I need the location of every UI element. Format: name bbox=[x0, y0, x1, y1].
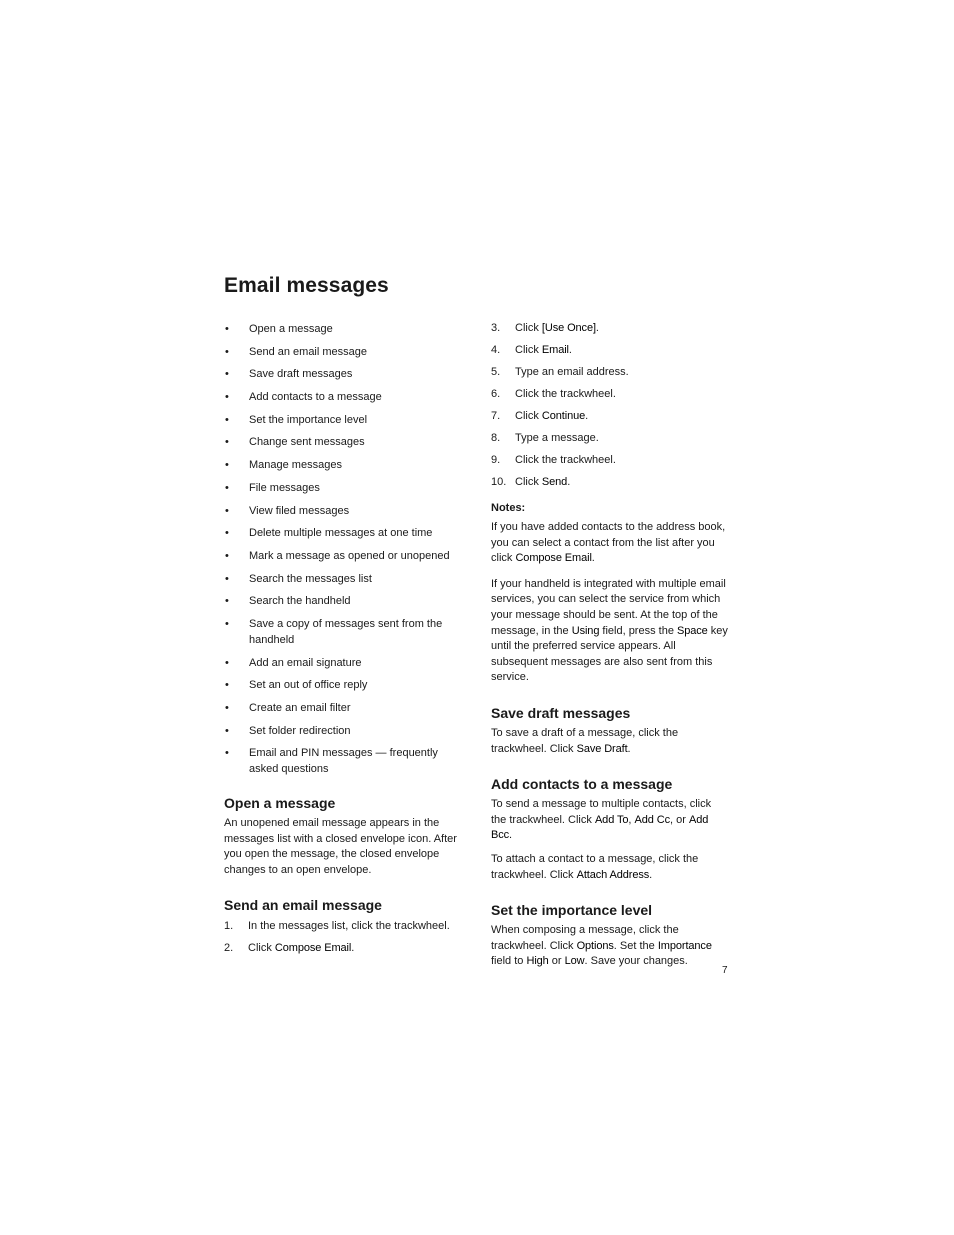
step-text: Click bbox=[515, 476, 542, 488]
notes-label: Notes: bbox=[491, 502, 526, 514]
bullet-icon: • bbox=[225, 391, 229, 404]
bullet-icon: • bbox=[225, 504, 229, 517]
topic-label: Add an email signature bbox=[249, 656, 362, 669]
page-title: Email messages bbox=[224, 274, 389, 297]
step-item bbox=[491, 474, 729, 490]
topic-list-item bbox=[224, 593, 462, 609]
ui-term-add-to: Add To bbox=[594, 813, 629, 826]
step-text: Click the trackwheel. bbox=[515, 454, 616, 466]
topic-list-item bbox=[224, 525, 462, 541]
save-draft-heading: Save draft messages bbox=[491, 704, 631, 721]
topic-label: Create an email filter bbox=[249, 702, 351, 714]
ui-term-send: Send bbox=[541, 476, 568, 488]
bullet-icon: • bbox=[225, 724, 229, 737]
topic-list-item bbox=[224, 389, 462, 405]
topic-label: Save draft messages bbox=[249, 368, 353, 381]
bullet-icon: • bbox=[225, 702, 229, 714]
step-text-end: . bbox=[568, 344, 572, 356]
step-text: Click the trackwheel. bbox=[515, 388, 616, 400]
body-text: To save a draft of a message, click the trackwheel. Click bbox=[491, 726, 679, 755]
importance-text bbox=[491, 923, 729, 970]
bullet-icon: • bbox=[225, 459, 229, 472]
step-item bbox=[491, 430, 729, 446]
section-topic-list bbox=[224, 321, 462, 777]
topic-list-item bbox=[224, 503, 462, 519]
step-item bbox=[491, 320, 729, 336]
body-text: To attach a contact to a message, click the trackwheel. Click bbox=[491, 852, 699, 881]
body-text: or bbox=[548, 955, 565, 968]
topic-list-item bbox=[224, 412, 462, 428]
add-contacts-text bbox=[491, 797, 729, 844]
body-text: , bbox=[628, 813, 635, 826]
ui-term-continue: Continue bbox=[541, 410, 586, 422]
step-number: 2. bbox=[224, 942, 234, 955]
topic-label: View filed messages bbox=[249, 504, 350, 517]
step-number: 4. bbox=[491, 344, 501, 356]
topic-label: Search the messages list bbox=[249, 572, 372, 585]
note-text: If you have added contacts to the address book, you can select a contact from the list after you click bbox=[491, 521, 726, 565]
topic-label: Save a copy of messages sent from the handheld bbox=[249, 617, 443, 646]
body-text: . Set the bbox=[613, 939, 658, 952]
step-text-end: . bbox=[585, 410, 589, 422]
bullet-icon: • bbox=[225, 595, 229, 608]
step-text: Click bbox=[515, 344, 542, 356]
topic-list-item bbox=[224, 321, 462, 337]
step-text: In the messages list, click the trackwheel. bbox=[248, 920, 450, 933]
note-paragraph bbox=[491, 520, 729, 567]
topic-label: Set the importance level bbox=[249, 413, 368, 426]
topic-label: Search the handheld bbox=[249, 595, 351, 608]
bullet-icon: • bbox=[225, 323, 229, 335]
bullet-icon: • bbox=[225, 436, 229, 449]
note-text-end: . bbox=[591, 552, 595, 565]
body-text: field to bbox=[491, 955, 527, 968]
topic-label: File messages bbox=[249, 481, 320, 494]
step-text: Click bbox=[515, 322, 542, 334]
step-number: 3. bbox=[491, 322, 501, 334]
topic-list-item bbox=[224, 480, 462, 496]
body-text-end: . Save your changes. bbox=[584, 955, 688, 968]
step-item bbox=[491, 452, 729, 468]
topic-list-item bbox=[224, 548, 462, 564]
bullet-icon: • bbox=[225, 679, 229, 692]
topic-list-item bbox=[224, 745, 462, 777]
open-message-text: An unopened email message appears in the messages list with a closed envelope icon. After you open the message, the closed envelope changes to an open envelope. bbox=[224, 817, 457, 876]
body-text: To send a message to multiple contacts, click the trackwheel. Click bbox=[491, 798, 712, 826]
step-number: 7. bbox=[491, 410, 501, 422]
bullet-icon: • bbox=[225, 617, 229, 630]
ui-term-importance: Importance bbox=[657, 939, 712, 952]
send-email-steps bbox=[224, 918, 462, 956]
note-paragraph bbox=[491, 577, 729, 686]
send-email-heading: Send an email message bbox=[224, 897, 382, 914]
ui-term-use-once: [Use Once] bbox=[541, 322, 596, 334]
step-item bbox=[491, 386, 729, 402]
ui-term-options: Options bbox=[576, 939, 614, 952]
body-text: , or bbox=[670, 813, 689, 826]
ui-term-email: Email bbox=[541, 344, 569, 356]
topic-label: Delete multiple messages at one time bbox=[249, 527, 433, 540]
topic-list-item bbox=[224, 616, 462, 648]
note-text: If your handheld is integrated with multiple email services, you can select the service from which your message should be sent. At the top of the message, in the bbox=[491, 577, 726, 637]
step-text: Type an email address. bbox=[515, 366, 629, 378]
ui-term-compose-email: Compose Email bbox=[515, 552, 592, 565]
step-number: 6. bbox=[491, 388, 501, 400]
step-number: 1. bbox=[224, 920, 234, 933]
ui-term-compose-email: Compose Email bbox=[274, 942, 352, 955]
bullet-icon: • bbox=[225, 747, 229, 760]
bullet-icon: • bbox=[225, 527, 229, 540]
bullet-icon: • bbox=[225, 656, 229, 669]
step-text: Click bbox=[248, 942, 275, 955]
topic-list-item bbox=[224, 457, 462, 473]
topic-list-item bbox=[224, 723, 462, 739]
topic-label: Mark a message as opened or unopened bbox=[249, 549, 450, 562]
topic-label: Add contacts to a message bbox=[249, 391, 382, 404]
topic-label: Open a message bbox=[249, 323, 333, 335]
step-item bbox=[491, 342, 729, 358]
open-message-heading: Open a message bbox=[224, 795, 336, 812]
ui-term-high: High bbox=[526, 955, 549, 968]
topic-list-item bbox=[224, 700, 462, 716]
page-number: 7 bbox=[722, 965, 728, 976]
send-email-steps-continued bbox=[491, 320, 729, 490]
bullet-icon: • bbox=[225, 481, 229, 494]
step-text: Click bbox=[515, 410, 542, 422]
step-number: 8. bbox=[491, 432, 501, 444]
topic-label: Send an email message bbox=[249, 345, 368, 358]
topic-label: Manage messages bbox=[249, 459, 342, 472]
topic-label: Change sent messages bbox=[249, 436, 365, 449]
ui-term-using: Using bbox=[571, 624, 600, 637]
topic-list-item bbox=[224, 344, 462, 360]
bullet-icon: • bbox=[225, 572, 229, 585]
topic-list-item bbox=[224, 655, 462, 671]
topic-list-item bbox=[224, 677, 462, 693]
step-number: 5. bbox=[491, 366, 501, 378]
right-column bbox=[491, 320, 729, 976]
topic-list-item bbox=[224, 571, 462, 587]
step-item bbox=[491, 364, 729, 380]
bullet-icon: • bbox=[225, 368, 229, 381]
bullet-icon: • bbox=[225, 413, 229, 426]
body-text-end: . bbox=[627, 742, 631, 755]
bullet-icon: • bbox=[225, 549, 229, 562]
step-item bbox=[224, 918, 462, 934]
body-text: When composing a message, click the trackwheel. Click bbox=[491, 924, 679, 952]
topic-list-item bbox=[224, 366, 462, 382]
step-text-end: . bbox=[595, 322, 599, 334]
topic-label: Set folder redirection bbox=[249, 724, 351, 737]
bullet-icon: • bbox=[225, 345, 229, 358]
ui-term-space: Space bbox=[677, 624, 708, 637]
attach-contact-text bbox=[491, 852, 729, 883]
left-column bbox=[224, 321, 462, 962]
step-text-end: . bbox=[567, 476, 571, 488]
topic-label: Set an out of office reply bbox=[249, 679, 368, 692]
ui-term-add-cc: Add Cc bbox=[634, 813, 670, 826]
add-contacts-heading: Add contacts to a message bbox=[491, 776, 673, 793]
importance-heading: Set the importance level bbox=[491, 902, 653, 919]
step-number: 9. bbox=[491, 454, 501, 466]
ui-term-save-draft: Save Draft bbox=[576, 742, 628, 755]
topic-label: Email and PIN messages — frequently asked questions bbox=[249, 747, 438, 776]
step-item bbox=[491, 408, 729, 424]
ui-term-attach-address: Attach Address bbox=[576, 868, 650, 881]
note-text: key until the preferred service appears. All subsequent messages are also sent from this service. bbox=[491, 624, 728, 684]
step-item bbox=[224, 940, 462, 956]
body-text-end: . bbox=[509, 829, 513, 842]
note-text: field, press the bbox=[599, 624, 677, 637]
save-draft-text bbox=[491, 726, 729, 757]
ui-term-low: Low bbox=[564, 955, 585, 968]
step-text-end: . bbox=[351, 942, 355, 955]
step-number: 10. bbox=[491, 476, 507, 488]
step-text: Type a message. bbox=[515, 432, 599, 444]
topic-list-item bbox=[224, 434, 462, 450]
ui-term-add-bcc: Add Bcc bbox=[491, 813, 709, 842]
body-text-end: . bbox=[649, 868, 653, 881]
